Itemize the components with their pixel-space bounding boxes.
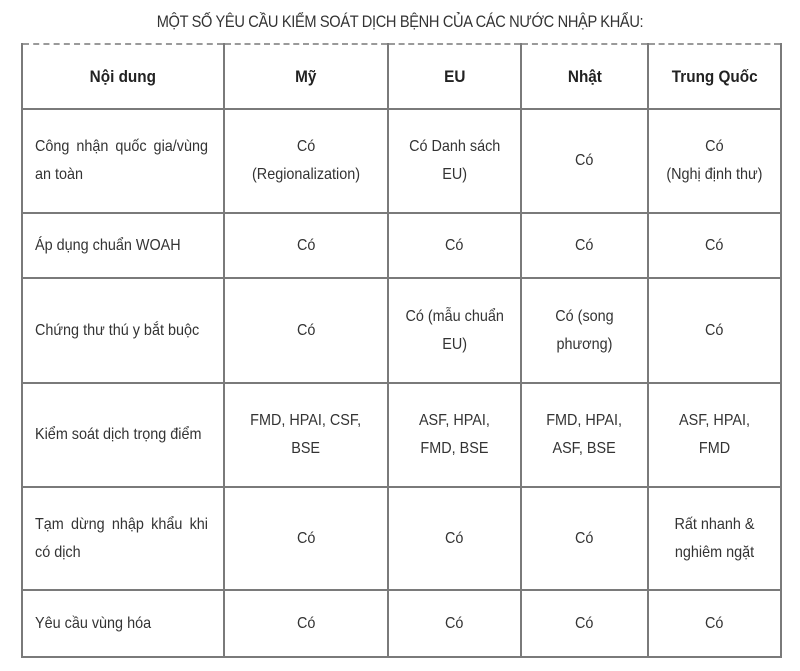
cell-text: Có [296, 321, 316, 339]
cell-usa [224, 487, 388, 590]
table-row [22, 590, 781, 657]
row-label-text: Chứng thư thú y bắt buộc [35, 321, 200, 339]
cell-text: FMD, HPAI, [546, 412, 623, 429]
cell-text: (Regionalization) [251, 166, 361, 183]
cell-text: EU) [442, 166, 467, 183]
cell-text: Có Danh sách [408, 138, 501, 155]
cell-text: phương) [556, 335, 613, 353]
cell-china [648, 213, 781, 278]
cell-text: Có [296, 614, 316, 632]
header-eu [388, 44, 521, 109]
cell-text: Có [575, 529, 594, 547]
header-content-label: Nội dung [89, 66, 157, 86]
cell-usa [224, 278, 388, 383]
header-row [22, 44, 781, 109]
cell-text: Có [575, 614, 594, 632]
cell-text: Có (song [555, 307, 614, 325]
cell-japan [521, 109, 648, 213]
cell-text: Có [296, 236, 316, 254]
row-label-text: Tạm dừng nhập khẩu khi có dịch [35, 515, 209, 561]
table-row [22, 109, 781, 213]
row-label [22, 590, 224, 657]
row-label [22, 487, 224, 590]
cell-text: Có [445, 529, 464, 547]
table-row [22, 278, 781, 383]
header-china [648, 44, 781, 109]
cell-usa [224, 109, 388, 213]
cell-text: nghiêm ngặt [674, 543, 755, 561]
cell-text: Có [445, 236, 464, 254]
cell-eu [388, 278, 521, 383]
cell-eu [388, 590, 521, 657]
cell-japan [521, 590, 648, 657]
cell-text: (Nghị định thư) [666, 166, 763, 183]
cell-text: Có [445, 614, 464, 632]
cell-text: Rất nhanh & [674, 515, 755, 533]
disease-control-table [21, 43, 782, 658]
cell-japan [521, 487, 648, 590]
header-eu-label: EU [443, 66, 466, 86]
cell-text: EU) [442, 335, 467, 353]
cell-text: Có [296, 138, 316, 155]
disease-control-table-container [21, 43, 780, 658]
cell-text: Có [705, 321, 724, 339]
row-label-text: Yêu cầu vùng hóa [35, 614, 152, 632]
cell-eu [388, 487, 521, 590]
table-row [22, 213, 781, 278]
cell-china [648, 383, 781, 487]
cell-text: FMD, HPAI, CSF, [250, 412, 362, 429]
row-label-text: Kiểm soát dịch trọng điểm [35, 426, 202, 443]
cell-text: Có [705, 236, 724, 254]
cell-text: ASF, BSE [552, 440, 617, 457]
cell-china [648, 487, 781, 590]
cell-eu [388, 213, 521, 278]
table-row [22, 383, 781, 487]
header-content [22, 44, 224, 109]
cell-text: Có (mẫu chuẩn [405, 307, 504, 325]
cell-text: ASF, HPAI, [419, 412, 490, 429]
cell-china [648, 109, 781, 213]
cell-usa [224, 590, 388, 657]
header-japan-label: Nhật [567, 66, 602, 86]
cell-japan [521, 383, 648, 487]
row-label [22, 109, 224, 213]
header-japan [521, 44, 648, 109]
cell-text: Có [296, 529, 316, 547]
row-label [22, 278, 224, 383]
table-row [22, 487, 781, 590]
cell-usa [224, 213, 388, 278]
row-label-text: Áp dụng chuẩn WOAH [35, 236, 181, 254]
cell-text: Có [705, 138, 724, 155]
cell-usa [224, 383, 388, 487]
cell-text: FMD, BSE [420, 440, 489, 457]
cell-text: Có [575, 152, 594, 169]
cell-eu [388, 109, 521, 213]
cell-text: ASF, HPAI, FMD [679, 412, 750, 457]
header-china-label: Trung Quốc [671, 66, 758, 86]
header-usa [224, 44, 388, 109]
cell-text: Có [705, 614, 724, 632]
cell-china [648, 590, 781, 657]
cell-text: Có [575, 236, 594, 254]
cell-japan [521, 213, 648, 278]
cell-japan [521, 278, 648, 383]
cell-china [648, 278, 781, 383]
cell-text: BSE [291, 440, 321, 457]
row-label [22, 383, 224, 487]
table-title: MỘT SỐ YÊU CẦU KIỂM SOÁT DỊCH BỆNH CỦA CÁC NƯỚC NHẬP KHẨU: [156, 12, 644, 31]
row-label-text: Công nhận quốc gia/vùng an toàn [35, 138, 209, 183]
row-label [22, 213, 224, 278]
cell-eu [388, 383, 521, 487]
header-usa-label: Mỹ [295, 66, 317, 86]
